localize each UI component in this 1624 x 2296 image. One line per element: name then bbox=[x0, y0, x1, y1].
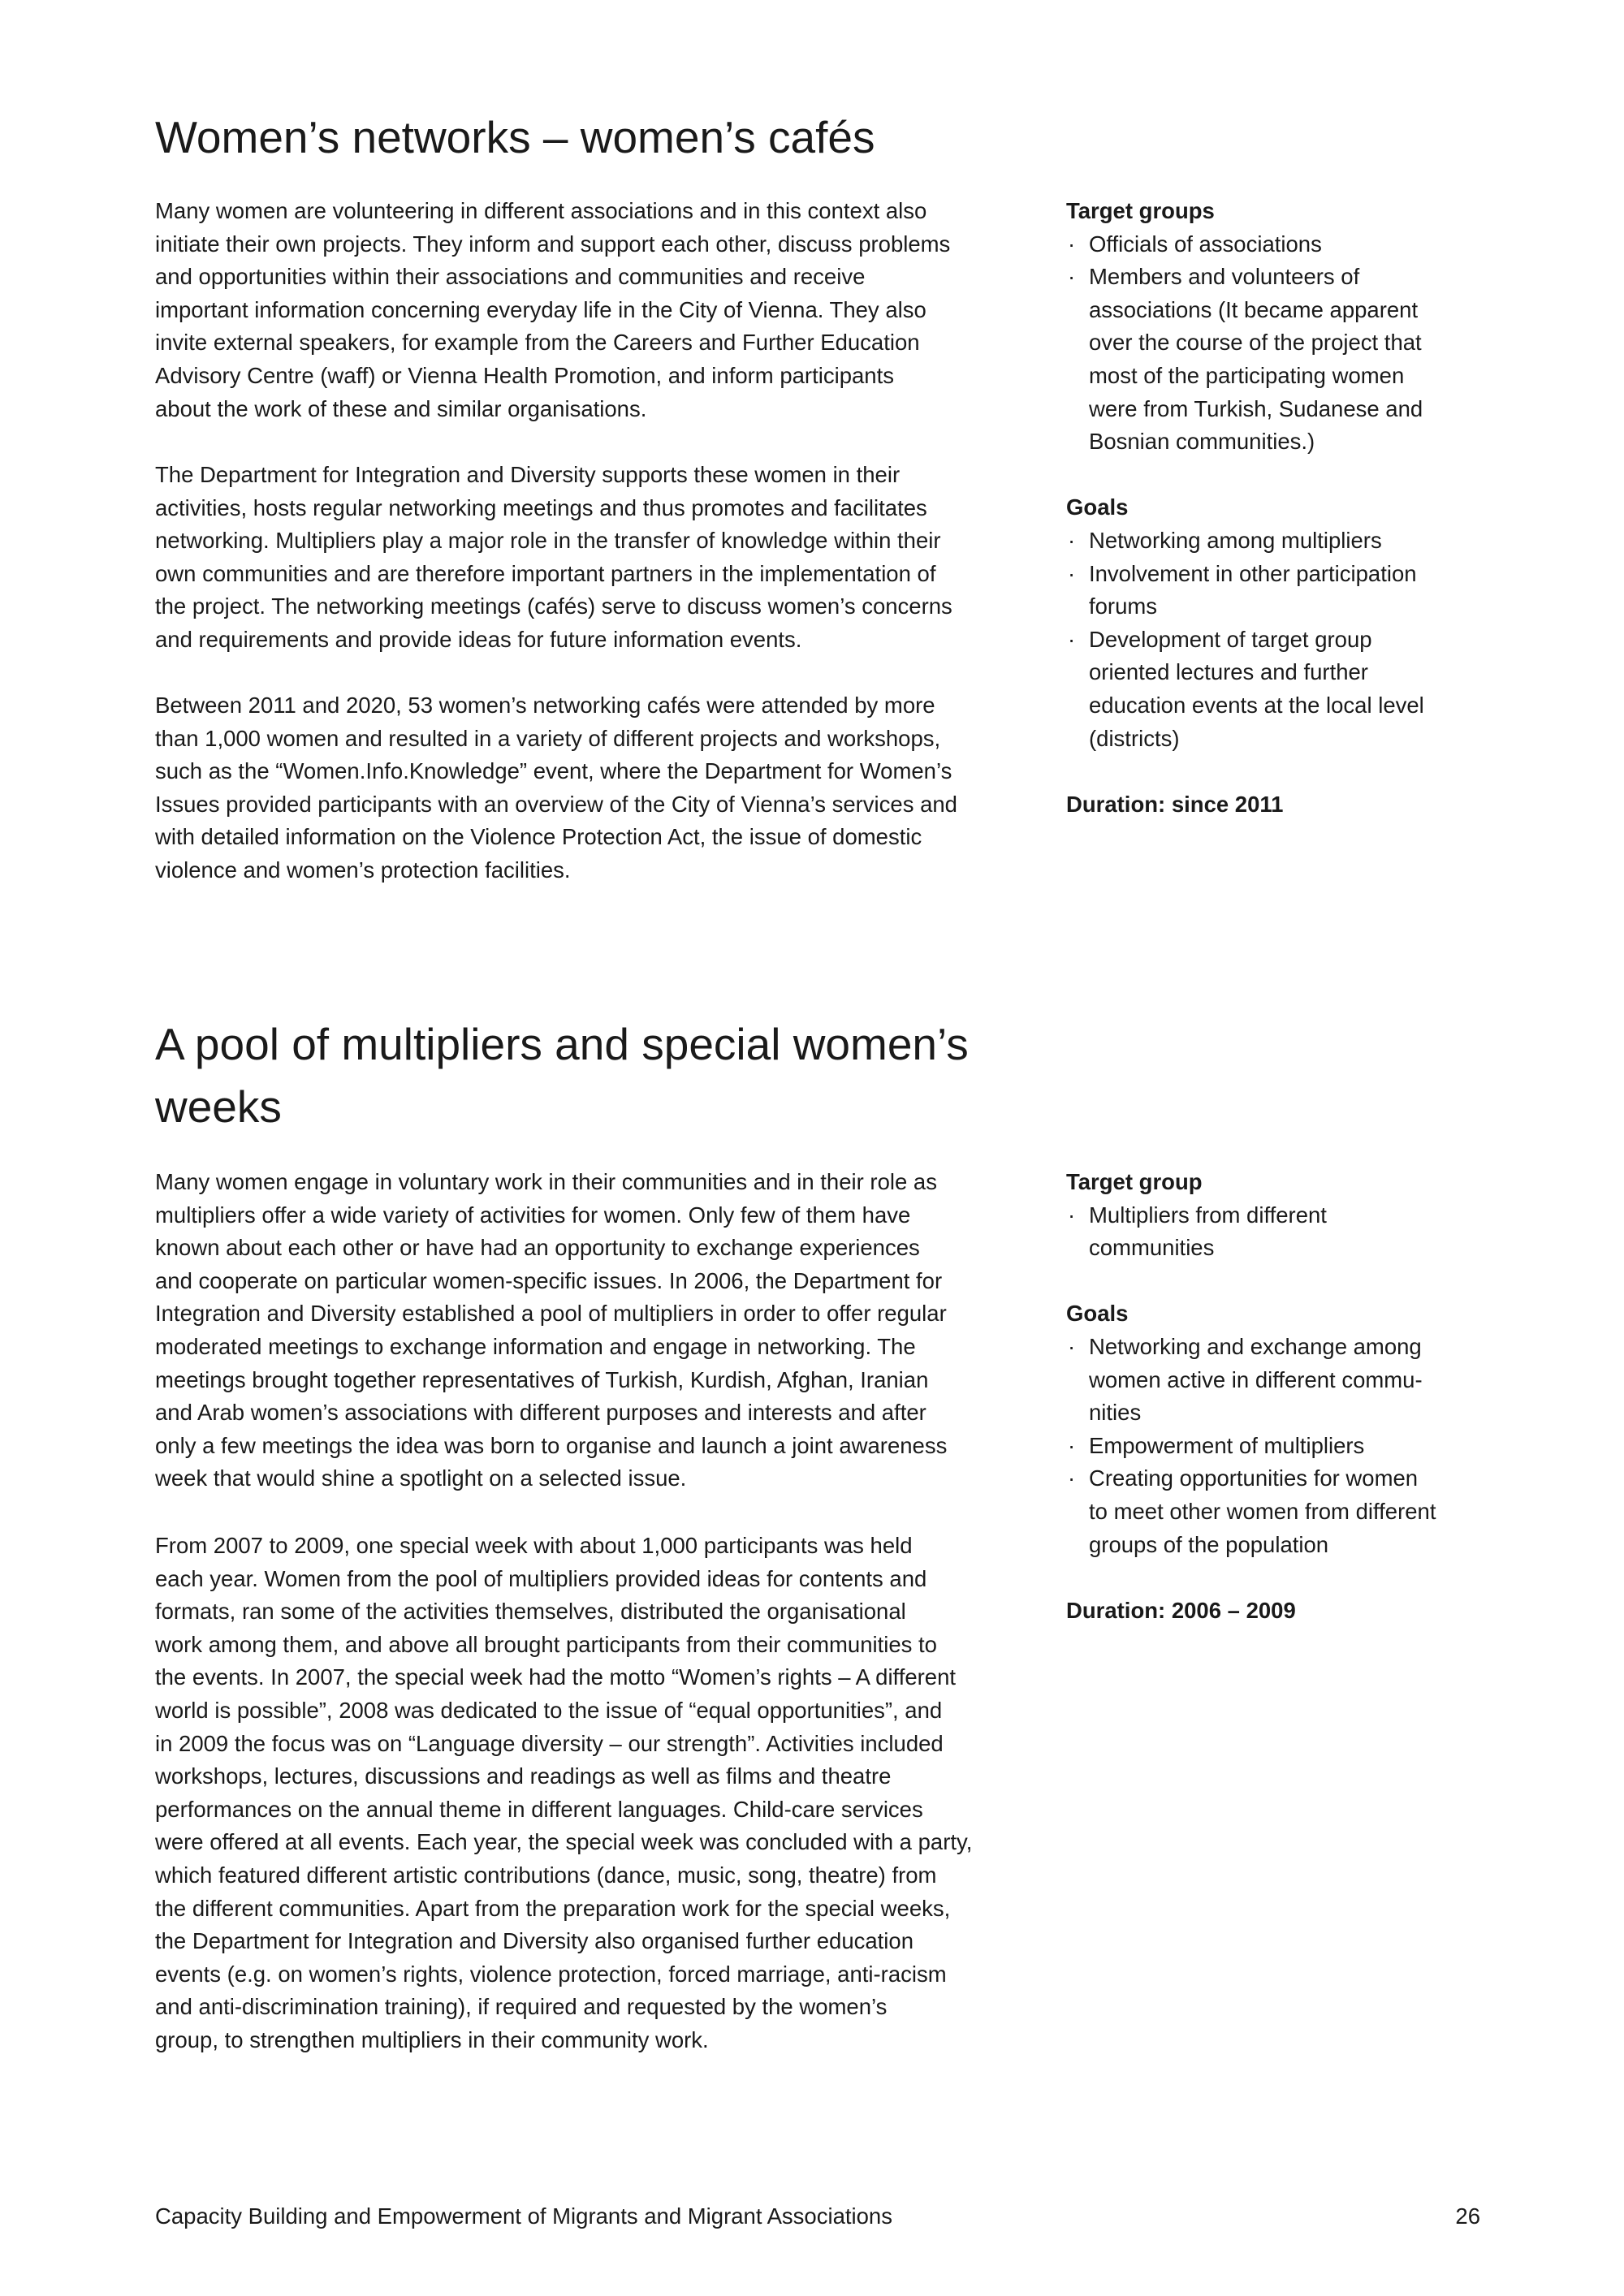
section-title-pool-line-1: A pool of multipliers and special women’s bbox=[155, 1019, 969, 1069]
text-line: each year. Women from the pool of multipliers provided ideas for contents and bbox=[155, 1565, 927, 1591]
bullet-icon: · bbox=[1068, 626, 1076, 652]
text-line: than 1,000 women and resulted in a variety of different projects and workshops, bbox=[155, 725, 941, 751]
text-line: week that would shine a spotlight on a selected issue. bbox=[155, 1465, 687, 1491]
list-item-line: education events at the local level bbox=[1089, 692, 1424, 718]
list-item-line: Multipliers from different bbox=[1089, 1202, 1327, 1228]
list-item bbox=[1066, 1430, 1488, 1463]
text-line: initiate their own projects. They inform and support each other, discuss problems bbox=[155, 231, 951, 257]
list-item bbox=[1066, 524, 1488, 558]
list-item-line: Bosnian communities.) bbox=[1089, 429, 1315, 455]
list-item-line: Networking among multipliers bbox=[1089, 527, 1382, 553]
list-item-line: Networking and exchange among bbox=[1089, 1333, 1422, 1359]
text-line: only a few meetings the idea was born to organise and launch a joint awareness bbox=[155, 1432, 948, 1458]
goals-list bbox=[1066, 1331, 1488, 1561]
text-line: From 2007 to 2009, one special week with about 1,000 participants was held bbox=[155, 1533, 913, 1558]
target-groups-heading: Target groups bbox=[1066, 198, 1215, 223]
list-item-line: communities bbox=[1089, 1235, 1215, 1261]
target-group-heading: Target group bbox=[1066, 1169, 1203, 1194]
duration: Duration: since 2011 bbox=[1066, 791, 1284, 817]
text-line: multipliers offer a wide variety of activities for women. Only few of them have bbox=[155, 1202, 911, 1228]
list-item-line: were from Turkish, Sudanese and bbox=[1089, 395, 1423, 421]
text-line: and opportunities within their associations and communities and receive bbox=[155, 264, 866, 290]
text-line: and cooperate on particular women-specific issues. In 2006, the Department for bbox=[155, 1267, 943, 1293]
text-line: the different communities. Apart from the preparation work for the special weeks, bbox=[155, 1895, 951, 1921]
list-item-line: Creating opportunities for women bbox=[1089, 1465, 1419, 1491]
list-item-line: over the course of the project that bbox=[1089, 330, 1422, 356]
list-item-line: (districts) bbox=[1089, 725, 1180, 751]
list-item-line: to meet other women from different bbox=[1089, 1498, 1436, 1524]
text-line: Issues provided participants with an overview of the City of Vienna’s services and bbox=[155, 791, 957, 817]
list-item-line: most of the participating women bbox=[1089, 362, 1405, 388]
text-line: important information concerning everyday life in the City of Vienna. They also bbox=[155, 296, 926, 322]
text-line: own communities and are therefore important partners in the implementation of bbox=[155, 560, 936, 586]
text-line: with detailed information on the Violence Protection Act, the issue of domestic bbox=[155, 824, 922, 850]
list-item-line: Empowerment of multipliers bbox=[1089, 1432, 1365, 1458]
list-item-line: groups of the population bbox=[1089, 1531, 1329, 1557]
text-line: about the work of these and similar organisations. bbox=[155, 395, 647, 421]
bullet-icon: · bbox=[1068, 1432, 1076, 1458]
list-item bbox=[1066, 1331, 1488, 1430]
section1-sidebar bbox=[1066, 195, 1488, 821]
text-line: work among them, and above all brought participants from their communities to bbox=[155, 1631, 937, 1657]
list-item bbox=[1066, 1199, 1488, 1265]
list-item-line: Officials of associations bbox=[1089, 231, 1322, 257]
text-line: Advisory Centre (waff) or Vienna Health Promotion, and inform participants bbox=[155, 362, 894, 388]
text-line: Integration and Diversity established a pool of multipliers in order to offer regular bbox=[155, 1301, 947, 1327]
footer-title: Capacity Building and Empowerment of Migrants and Migrant Associations bbox=[155, 2203, 892, 2229]
text-line: violence and women’s protection facilities. bbox=[155, 857, 571, 883]
text-line: the project. The networking meetings (cafés) serve to discuss women’s concerns bbox=[155, 593, 952, 619]
text-line: performances on the annual theme in different languages. Child-care services bbox=[155, 1796, 923, 1822]
bullet-icon: · bbox=[1068, 527, 1076, 553]
text-line: The Department for Integration and Diversity supports these women in their bbox=[155, 462, 901, 487]
list-item-line: Involvement in other participation bbox=[1089, 560, 1417, 586]
text-line: such as the “Women.Info.Knowledge” event, where the Department for Women’s bbox=[155, 758, 952, 784]
section-title-pool-line-2: weeks bbox=[155, 1081, 282, 1132]
text-line: moderated meetings to exchange information and engage in networking. The bbox=[155, 1333, 916, 1359]
target-group-list bbox=[1066, 1199, 1488, 1265]
duration: Duration: 2006 – 2009 bbox=[1066, 1597, 1296, 1623]
text-line: and Arab women’s associations with different purposes and interests and after bbox=[155, 1400, 926, 1426]
text-line: and requirements and provide ideas for future information events. bbox=[155, 626, 802, 652]
text-line: Between 2011 and 2020, 53 women’s networking cafés were attended by more bbox=[155, 693, 935, 718]
text-line: events (e.g. on women’s rights, violence protection, forced marriage, anti-racism bbox=[155, 1961, 947, 1987]
section1-paragraph-3 bbox=[155, 689, 1024, 887]
list-item-line: women active in different commu- bbox=[1089, 1366, 1423, 1392]
section2-paragraph-2 bbox=[155, 1530, 1024, 2057]
bullet-icon: · bbox=[1068, 231, 1076, 257]
text-line: activities, hosts regular networking meetings and thus promotes and facilitates bbox=[155, 494, 927, 520]
page-footer bbox=[155, 2203, 1480, 2229]
text-line: were offered at all events. Each year, the special week was concluded with a party, bbox=[155, 1829, 973, 1855]
text-line: and anti-discrimination training), if required and requested by the women’s bbox=[155, 1994, 888, 2020]
text-line: invite external speakers, for example from the Careers and Further Education bbox=[155, 330, 920, 356]
bullet-icon: · bbox=[1068, 264, 1076, 290]
list-item-line: oriented lectures and further bbox=[1089, 659, 1368, 685]
list-item-line: forums bbox=[1089, 593, 1158, 619]
section2-paragraph-1 bbox=[155, 1166, 1024, 1495]
section1-paragraph-2 bbox=[155, 459, 1024, 657]
text-line: workshops, lectures, discussions and readings as well as films and theatre bbox=[155, 1763, 892, 1789]
list-item bbox=[1066, 1462, 1488, 1561]
bullet-icon: · bbox=[1068, 1333, 1076, 1359]
list-item bbox=[1066, 228, 1488, 261]
target-groups-list bbox=[1066, 228, 1488, 459]
list-item bbox=[1066, 624, 1488, 755]
text-line: known about each other or have had an opportunity to exchange experiences bbox=[155, 1235, 920, 1261]
text-line: group, to strengthen multipliers in their community work. bbox=[155, 2026, 709, 2052]
goals-heading: Goals bbox=[1066, 494, 1129, 520]
text-line: meetings brought together representatives of Turkish, Kurdish, Afghan, Iranian bbox=[155, 1366, 929, 1392]
text-line: formats, ran some of the activities themselves, distributed the organisational bbox=[155, 1599, 906, 1625]
bullet-icon: · bbox=[1068, 1465, 1076, 1491]
list-item-line: Members and volunteers of bbox=[1089, 264, 1360, 290]
bullet-icon: · bbox=[1068, 560, 1076, 586]
goals-list bbox=[1066, 524, 1488, 755]
goals-heading: Goals bbox=[1066, 1301, 1129, 1327]
list-item bbox=[1066, 558, 1488, 624]
text-line: networking. Multipliers play a major role in the transfer of knowledge within their bbox=[155, 528, 941, 554]
bullet-icon: · bbox=[1068, 1202, 1076, 1228]
text-line: Many women engage in voluntary work in their communities and in their role as bbox=[155, 1169, 937, 1194]
text-line: which featured different artistic contributions (dance, music, song, theatre) from bbox=[155, 1862, 937, 1888]
list-item-line: nities bbox=[1089, 1400, 1142, 1426]
list-item bbox=[1066, 261, 1488, 459]
section1-paragraph-1 bbox=[155, 195, 1024, 425]
text-line: the Department for Integration and Diversity also organised further education bbox=[155, 1928, 914, 1954]
text-line: world is possible”, 2008 was dedicated to the issue of “equal opportunities”, and bbox=[155, 1697, 943, 1723]
text-line: in 2009 the focus was on “Language diversity – our strength”. Activities included bbox=[155, 1730, 944, 1756]
section2-sidebar bbox=[1066, 1166, 1488, 1627]
list-item-line: associations (It became apparent bbox=[1089, 296, 1419, 322]
text-line: Many women are volunteering in different associations and in this context also bbox=[155, 198, 927, 223]
page-number: 26 bbox=[1455, 2203, 1480, 2229]
list-item-line: Development of target group bbox=[1089, 626, 1372, 652]
section-title-womens-networks: Women’s networks – women’s cafés bbox=[155, 112, 875, 162]
text-line: the events. In 2007, the special week had the motto “Women’s rights – A different bbox=[155, 1664, 957, 1690]
